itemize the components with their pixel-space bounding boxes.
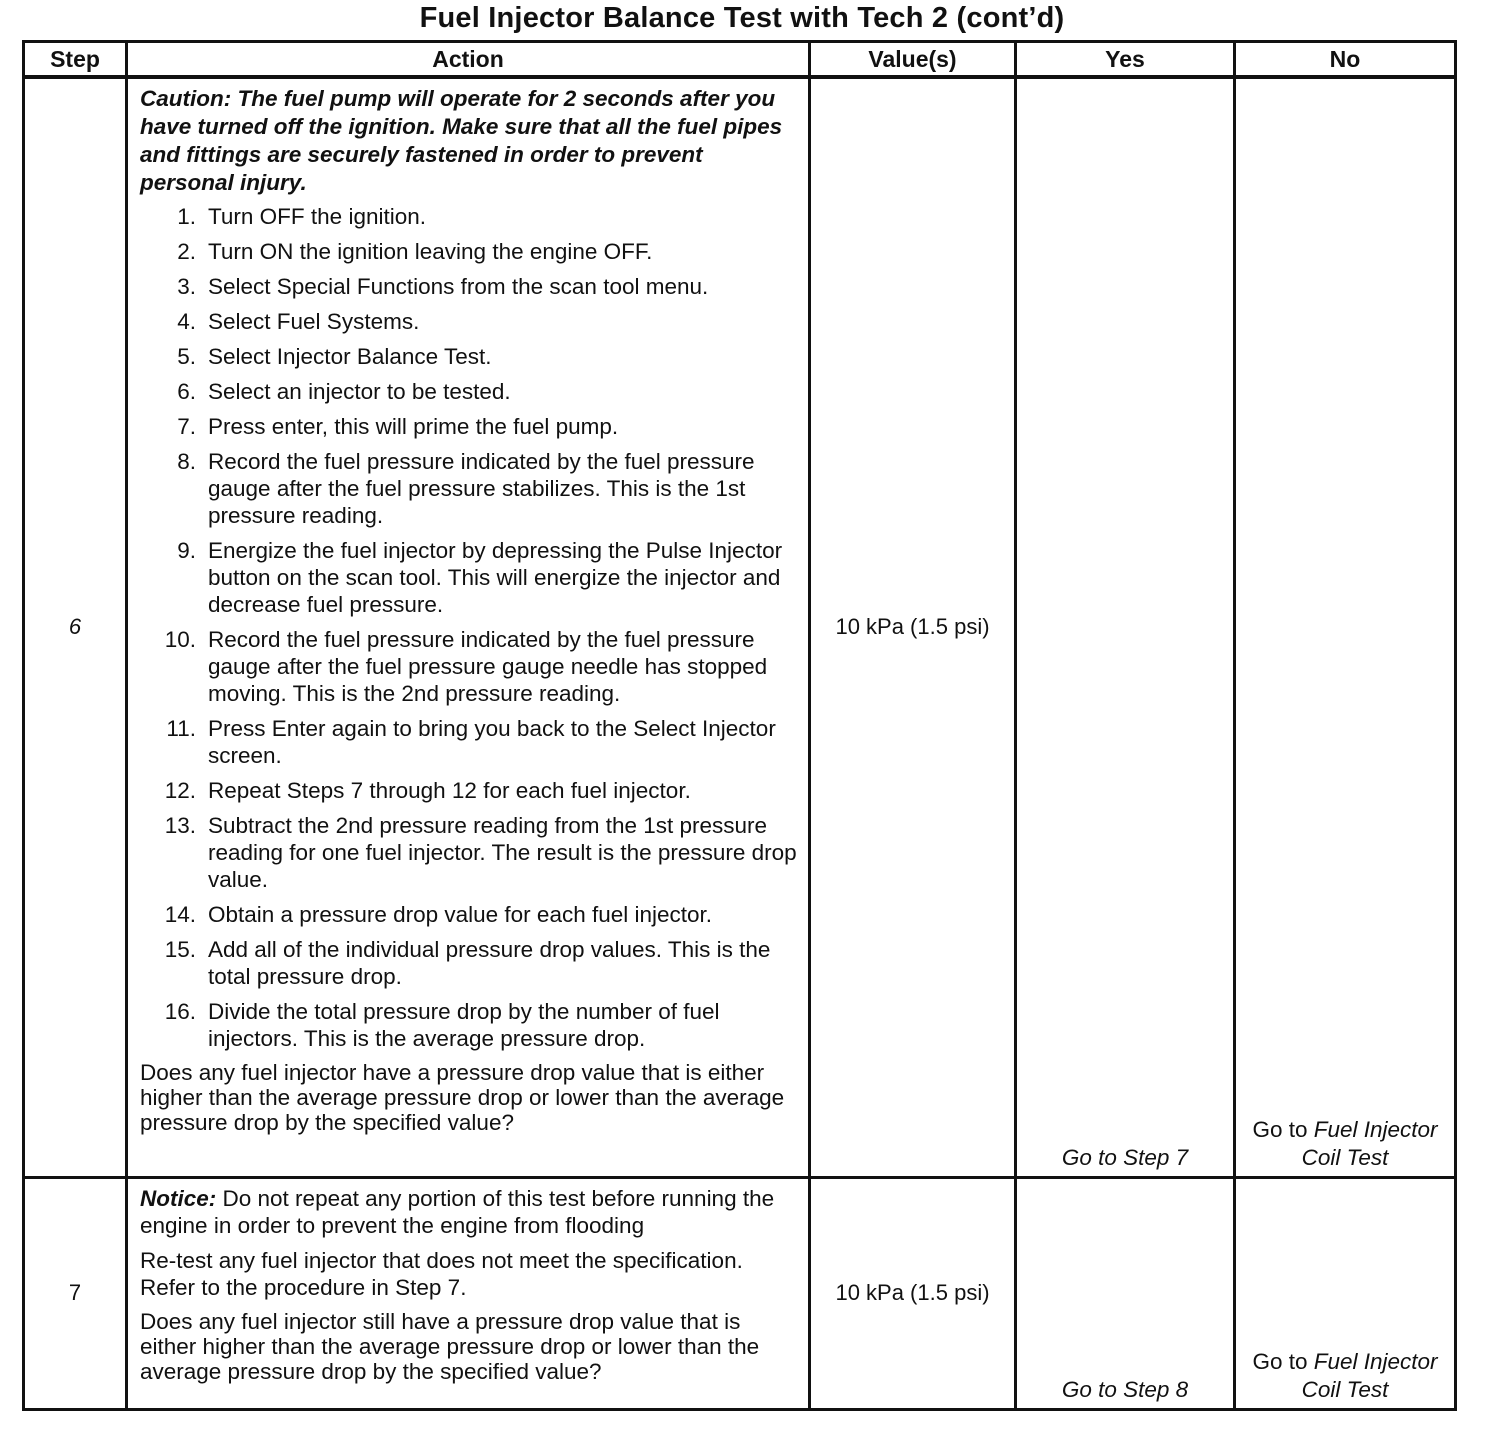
question-text: Does any fuel injector have a pressure drop value that is either higher than the average pressure drop or lower than the average pressure drop by the specified value? <box>140 1060 785 1135</box>
no-action: Go to Fuel Injector Coil Test <box>1235 1177 1456 1409</box>
list-item: 2. Turn ON the ignition leaving the engine OFF. <box>177 239 653 264</box>
column-header-step: Step <box>24 42 127 78</box>
retest-text: Re-test any fuel injector that does not meet the specification. Refer to the procedure in Step 7. <box>140 1247 743 1300</box>
column-header-values: Value(s) <box>810 42 1016 78</box>
list-item: 1. Turn OFF the ignition. <box>177 204 427 229</box>
list-item: 7. Press enter, this will prime the fuel pump. <box>177 414 619 439</box>
step-number: 7 <box>24 1177 127 1409</box>
action-cell <box>127 1177 810 1409</box>
yes-action: Go to Step 8 <box>1016 1177 1235 1409</box>
table-row-step-6 <box>24 77 1456 1177</box>
list-item: 11. Press Enter again to bring you back to the Select Injector screen. <box>166 716 776 768</box>
column-header-no: No <box>1235 42 1456 78</box>
column-header-yes: Yes <box>1016 42 1235 78</box>
action-cell <box>127 77 810 1177</box>
list-item: 14. Obtain a pressure drop value for each fuel injector. <box>164 902 713 927</box>
no-action: Go to Fuel Injector Coil Test <box>1235 77 1456 1177</box>
list-item: 3. Select Special Functions from the scan tool menu. <box>177 274 709 299</box>
list-item: 5. Select Injector Balance Test. <box>177 344 492 369</box>
list-item: 6. Select an injector to be tested. <box>177 379 511 404</box>
list-item: 4. Select Fuel Systems. <box>177 309 420 334</box>
no-action-link: Fuel Injector Coil Test <box>1301 1116 1438 1170</box>
list-item: 8. Record the fuel pressure indicated by the fuel pressure gauge after the fuel pressure stabilizes. This is the 1st pressure reading. <box>177 449 755 528</box>
notice-label: Notice: <box>140 1185 217 1211</box>
table-header-row <box>24 42 1456 78</box>
question-text: Does any fuel injector still have a pressure drop value that is either higher than the average pressure drop or lower than the average pressure drop by the specified value? <box>140 1308 760 1384</box>
yes-action: Go to Step 7 <box>1016 77 1235 1177</box>
step-list <box>140 203 798 1052</box>
page-title: Fuel Injector Balance Test with Tech 2 (cont’d) <box>419 2 1065 34</box>
no-action-link: Fuel Injector Coil Test <box>1301 1348 1438 1402</box>
list-item: 16. Divide the total pressure drop by the number of fuel injectors. This is the average pressure drop. <box>164 999 720 1051</box>
column-header-action: Action <box>127 42 810 78</box>
step-number: 6 <box>24 77 127 1177</box>
caution-text: Caution: The fuel pump will operate for 2 seconds after you have turned off the ignition. Make sure that all the fuel pipes and fittings are securely fastened in order to prevent personal injury. <box>140 86 783 195</box>
notice-text: Notice: Do not repeat any portion of this test before running the engine in order to prevent the engine from flooding <box>140 1185 775 1238</box>
table-row-step-7 <box>24 1177 1456 1409</box>
list-item: 10. Record the fuel pressure indicated by the fuel pressure gauge after the fuel pressure gauge needle has stopped moving. This is the 2nd pressure reading. <box>164 627 768 706</box>
procedure-table <box>22 40 1457 1411</box>
value-cell: 10 kPa (1.5 psi) <box>810 1177 1016 1409</box>
list-item: 9. Energize the fuel injector by depressing the Pulse Injector button on the scan tool. This will energize the injector and decrease fuel pressure. <box>177 538 783 617</box>
list-item: 12. Repeat Steps 7 through 12 for each fuel injector. <box>164 778 691 803</box>
list-item: 13. Subtract the 2nd pressure reading from the 1st pressure reading for one fuel injector. The result is the pressure drop value. <box>164 813 797 892</box>
value-cell: 10 kPa (1.5 psi) <box>810 77 1016 1177</box>
list-item: 15. Add all of the individual pressure drop values. This is the total pressure drop. <box>164 937 771 989</box>
